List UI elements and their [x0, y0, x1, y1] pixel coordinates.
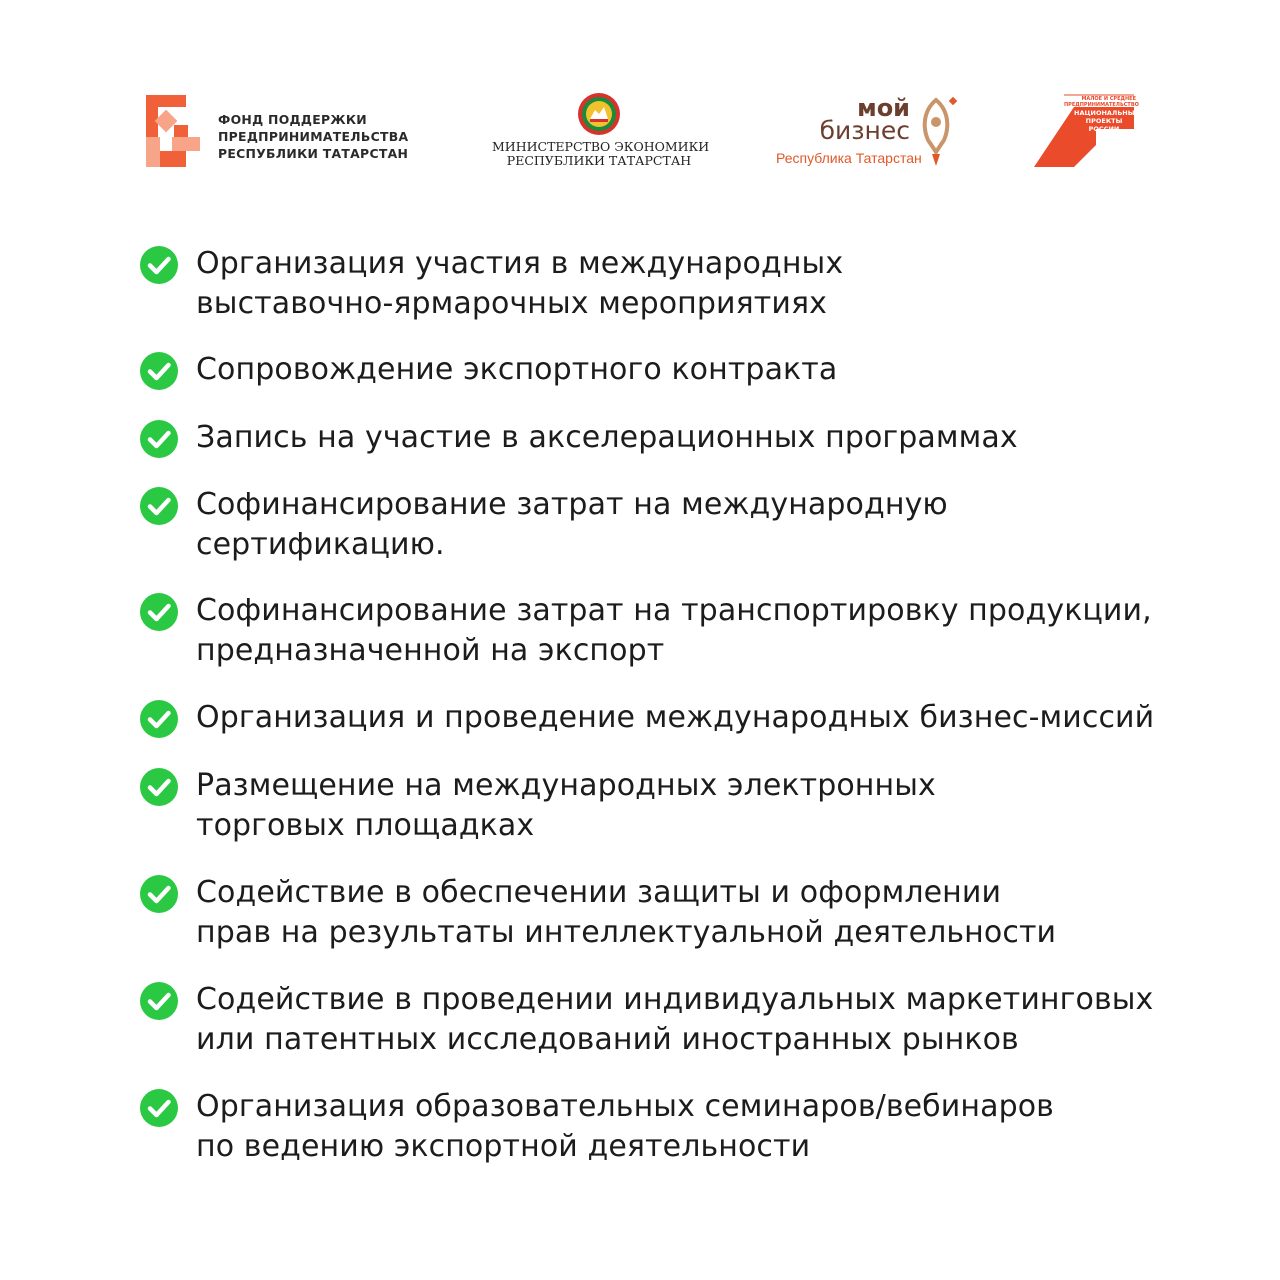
check-circle-icon [140, 768, 178, 806]
nat-big-line: НАЦИОНАЛЬНЫЕ [1074, 109, 1139, 117]
fund-name-line: ФОНД ПОДДЕРЖКИ [218, 112, 367, 127]
list-item-text [196, 1087, 1236, 1166]
region-label: Республика Татарстан [776, 150, 922, 166]
check-circle-icon [140, 1089, 178, 1127]
check-circle-icon [140, 700, 178, 738]
list-item-line: предназначенной на экспорт [196, 632, 665, 668]
list-item-line: Софинансирование затрат на международную [196, 487, 948, 522]
list-item-text [196, 418, 1236, 458]
list-item-line: выставочно-ярмарочных мероприятиях [196, 285, 827, 321]
nat-big-line: ПРОЕКТЫ [1085, 117, 1123, 125]
fund-name-line: РЕСПУБЛИКИ ТАТАРСТАН [218, 146, 409, 161]
list-item-line: или патентных исследований иностранных рынков [196, 1021, 1019, 1057]
list-item-text [196, 485, 1236, 564]
list-item-line: Сопровождение экспортного контракта [196, 352, 838, 387]
list-item-line: прав на результаты интеллектуальной деятельности [196, 914, 1057, 950]
list-item-line: Организация и проведение международных бизнес-миссий [196, 700, 1155, 735]
moy-word: мой [857, 94, 910, 122]
list-item-line: Размещение на международных электронных [196, 768, 936, 803]
list-item-text [196, 873, 1236, 952]
biznes-word: бизнес [819, 116, 910, 145]
list-item-line: Организация участия в международных [196, 246, 844, 281]
list-item-line: Софинансирование затрат на транспортировку продукции, [196, 593, 1152, 628]
check-circle-icon [140, 593, 178, 631]
nat-small-line: МАЛОЕ И СРЕДНЕЕ [1081, 96, 1136, 102]
list-item-text [196, 591, 1236, 670]
list-item-text [196, 980, 1236, 1059]
list-item-line: по ведению экспортной деятельности [196, 1128, 811, 1164]
check-circle-icon [140, 875, 178, 913]
list-item-text [196, 350, 1236, 390]
list-item-text [196, 244, 1236, 323]
list-item-text [196, 698, 1236, 738]
ministry-name-line: МИНИСТЕРСТВО ЭКОНОМИКИ [492, 139, 710, 154]
fund-name-line: ПРЕДПРИНИМАТЕЛЬСТВА [218, 129, 409, 144]
check-circle-icon [140, 352, 178, 390]
check-circle-icon [140, 487, 178, 525]
list-item-line: сертификацию. [196, 526, 445, 562]
nat-small-line: ПРЕДПРИНИМАТЕЛЬСТВО [1064, 102, 1139, 108]
list-item-line: торговых площадках [196, 807, 535, 843]
nat-big-line: РОССИИ [1088, 125, 1120, 133]
list-item-line: Содействие в обеспечении защиты и оформлении [196, 875, 1002, 910]
list-item-line: Содействие в проведении индивидуальных маркетинговых [196, 982, 1154, 1017]
check-circle-icon [140, 420, 178, 458]
list-item-text [196, 766, 1236, 845]
ministry-name-line: РЕСПУБЛИКИ ТАТАРСТАН [506, 153, 692, 168]
check-circle-icon [140, 246, 178, 284]
list-item-line: Запись на участие в акселерационных программах [196, 420, 1018, 455]
check-circle-icon [140, 982, 178, 1020]
list-item-line: Организация образовательных семинаров/вебинаров [196, 1089, 1054, 1124]
